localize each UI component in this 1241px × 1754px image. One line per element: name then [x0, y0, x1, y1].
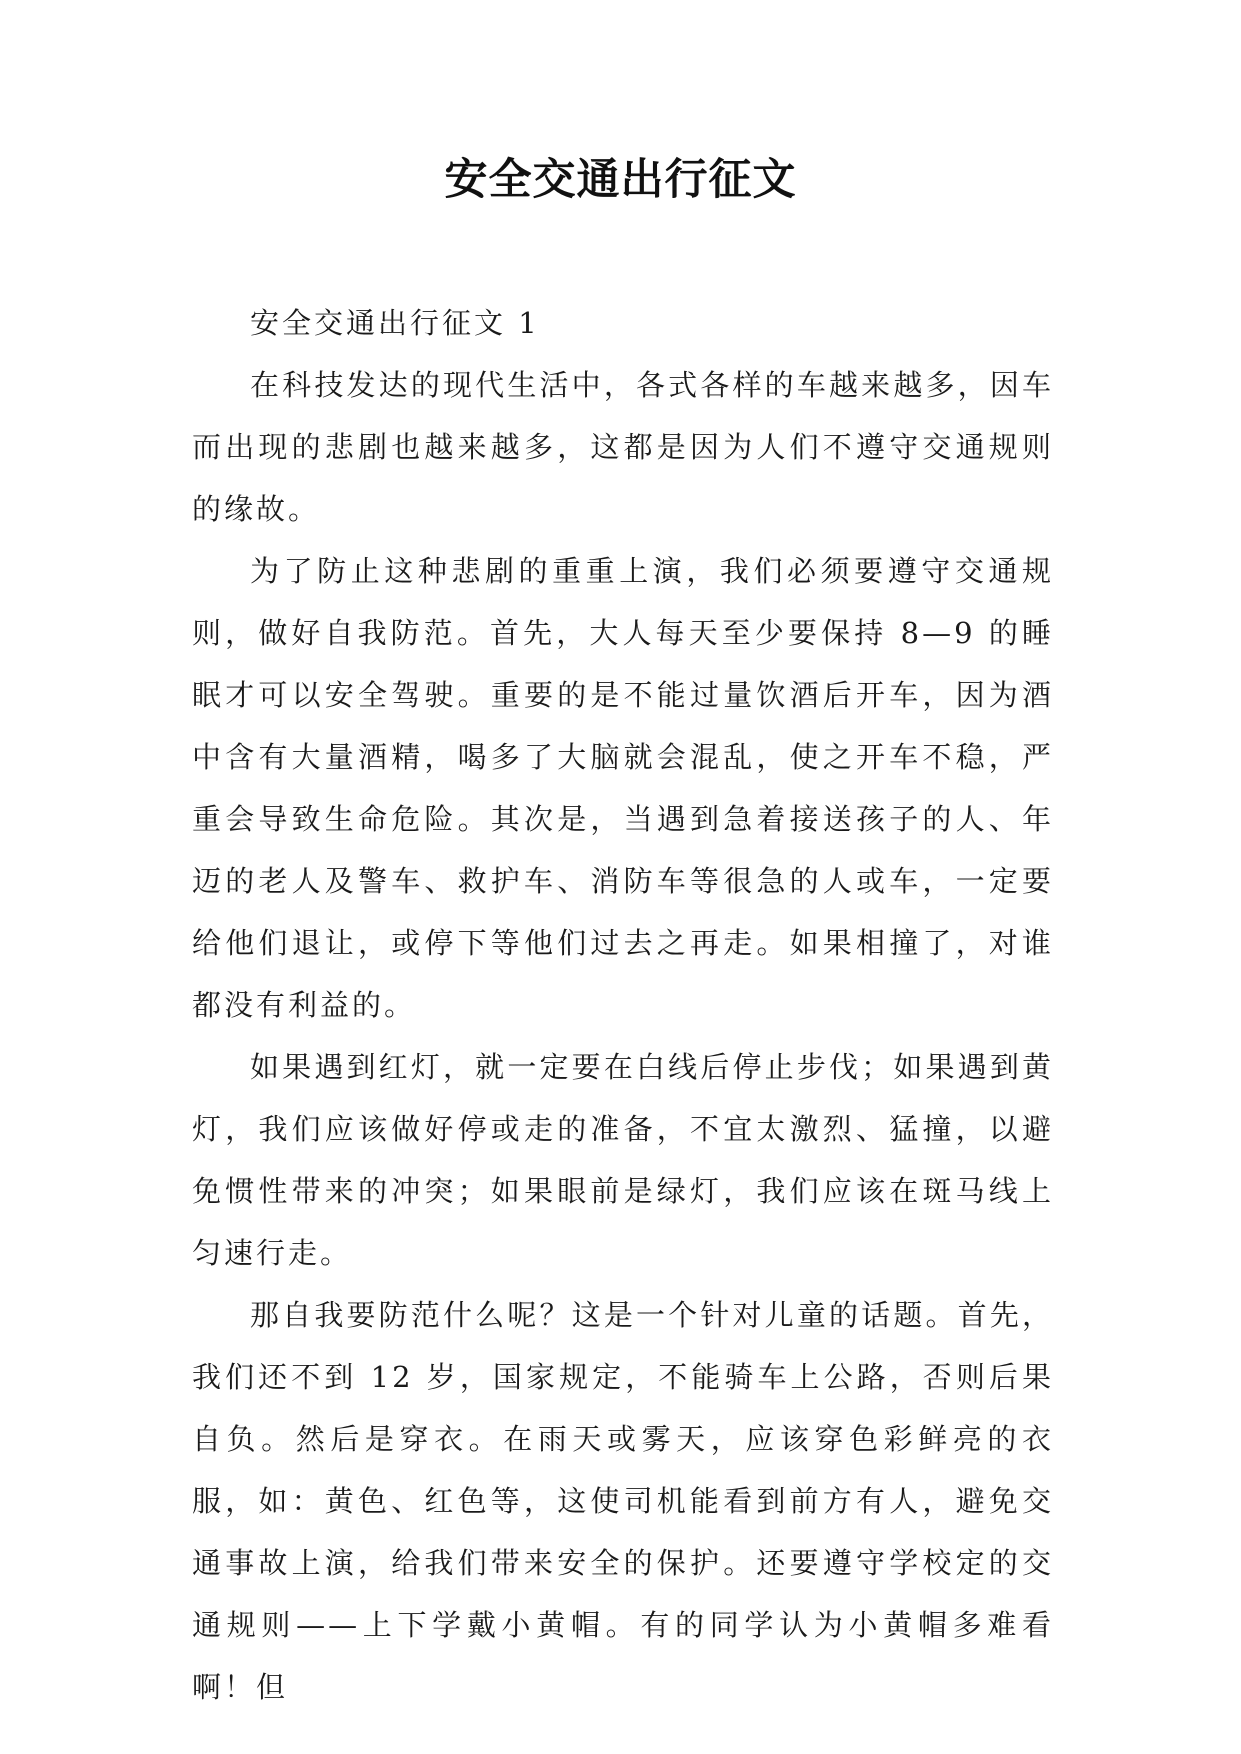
paragraph: 在科技发达的现代生活中，各式各样的车越来越多，因车而出现的悲剧也越来越多，这都是因为人们不遵守交通规则的缘故。 [192, 368, 1054, 526]
paragraph: 为了防止这种悲剧的重重上演，我们必须要遵守交通规则，做好自我防范。首先，大人每天至少要保持 8—9 的睡眠才可以安全驾驶。重要的是不能过量饮酒后开车，因为酒中含有大量酒精，喝多了大脑就会混乱，使之开车不稳，严重会导致生命危险。其次是，当遇到急着接送孩子的人、年迈的老人及警车、救护车、消防车等很急的人或车，一定要给他们退让，或停下等他们过去之再走。如果相撞了，对谁都没有利益的。 [192, 554, 1054, 1022]
section-heading: 安全交通出行征文 1 [250, 306, 540, 340]
paragraph: 那自我要防范什么呢？这是一个针对儿童的话题。首先，我们还不到 12 岁，国家规定，不能骑车上公路，否则后果自负。然后是穿衣。在雨天或雾天，应该穿色彩鲜亮的衣服，如：黄色、红色等，这使司机能看到前方有人，避免交通事故上演，给我们带来安全的保护。还要遵守学校定的交通规则——上下学戴小黄帽。有的同学认为小黄帽多难看啊！但 [192, 1298, 1054, 1704]
document-title: 安全交通出行征文 [444, 155, 797, 205]
document-body [192, 292, 1054, 1718]
paragraph: 如果遇到红灯，就一定要在白线后停止步伐；如果遇到黄灯，我们应该做好停或走的准备，不宜太激烈、猛撞，以避免惯性带来的冲突；如果眼前是绿灯，我们应该在斑马线上匀速行走。 [192, 1050, 1054, 1270]
